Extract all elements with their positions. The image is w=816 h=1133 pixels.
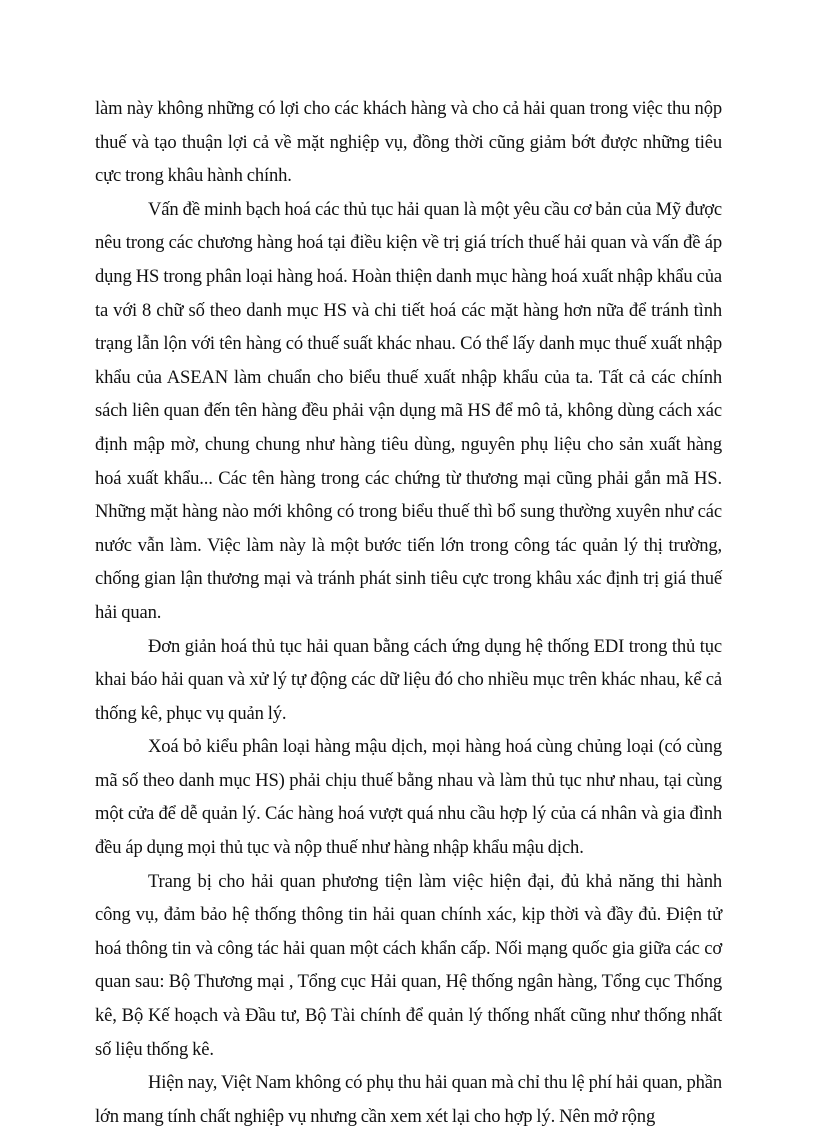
paragraph-equipment-modernization: Trang bị cho hải quan phương tiện làm việc hiện đại, đủ khả năng thi hành công vụ, đảm bảo hệ thống thông tin hải quan chính xác, kịp thời và đầy đủ. Điện tử hoá thông tin và công tác hải quan một cách khẩn cấp. Nối mạng quốc gia giữa các cơ quan sau: Bộ Thương mại , Tổng cục Hải quan, Hệ thống ngân hàng, Tổng cục Thống kê, Bộ Kế hoạch và Đầu tư, Bộ Tài chính để quản lý thống nhất cũng như thống nhất số liệu thống kê. [95, 870, 722, 1060]
paragraph-customs-transparency: Vấn đề minh bạch hoá các thủ tục hải quan là một yêu cầu cơ bản của Mỹ được nêu trong các chương hàng hoá tại điều kiện về trị giá trích thuế hải quan và vấn đề áp dụng HS trong phân loại hàng hoá. Hoàn thiện danh mục hàng hoá xuất nhập khẩu của ta với 8 chữ số theo danh mục HS và chi tiết hoá các mặt hàng hơn nữa để tránh tình trạng lẫn lộn với tên hàng có thuế suất khác nhau. Có thể lấy danh mục thuế xuất nhập khẩu của ASEAN làm chuẩn cho biểu thuế xuất nhập khẩu của ta. Tất cả các chính sách liên quan đến tên hàng đều phải vận dụng mã HS để mô tả, không dùng cách xác định mập mờ, chung chung như hàng tiêu dùng, nguyên phụ liệu cho sản xuất hàng hoá xuất khẩu... Các tên hàng trong các chứng từ thương mại cũng phải gắn mã HS. Những mặt hàng nào mới không có trong biểu thuế thì bổ sung thường xuyên như các nước vẫn làm. Việc làm này là một bước tiến lớn trong công tác quản lý thị trường, chống gian lận thương mại và tránh phát sinh tiêu cực trong khâu xác định trị giá thuế hải quan. [95, 198, 722, 623]
paragraph-edi-simplification: Đơn giản hoá thủ tục hải quan bằng cách ứng dụng hệ thống EDI trong thủ tục khai báo hải quan và xử lý tự động các dữ liệu đó cho nhiều mục trên khác nhau, kể cả thống kê, phục vụ quản lý. [95, 635, 722, 724]
document-page [95, 92, 722, 1133]
paragraph-trade-classification: Xoá bỏ kiểu phân loại hàng mậu dịch, mọi hàng hoá cùng chủng loại (có cùng mã số theo danh mục HS) phải chịu thuế bằng nhau và làm thủ tục như nhau, tại cùng một cửa để dễ quản lý. Các hàng hoá vượt quá nhu cầu hợp lý của cá nhân và gia đình đều áp dụng mọi thủ tục và nộp thuế như hàng nhập khẩu mậu dịch. [95, 736, 722, 859]
paragraph-customs-fees: Hiện nay, Việt Nam không có phụ thu hải quan mà chỉ thu lệ phí hải quan, phần lớn mang tính chất nghiệp vụ nhưng cần xem xét lại cho hợp lý. Nên mở rộng [95, 1072, 722, 1127]
paragraph-continuation: làm này không những có lợi cho các khách hàng và cho cả hải quan trong việc thu nộp thuế và tạo thuận lợi cả về mặt nghiệp vụ, đồng thời cũng giảm bớt được những tiêu cực trong khâu hành chính. [95, 98, 722, 187]
